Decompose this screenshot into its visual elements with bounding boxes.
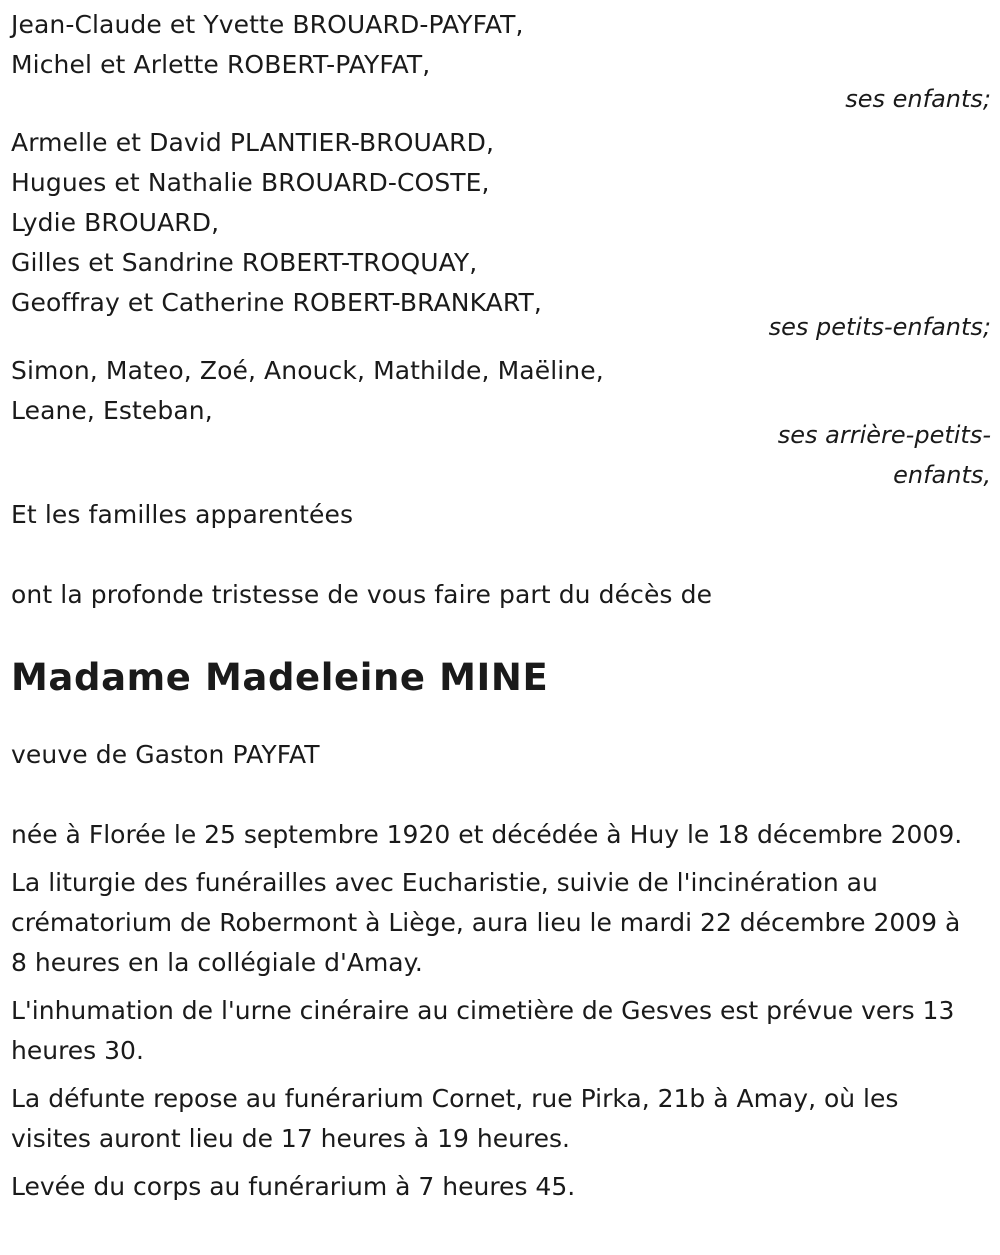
spacer	[11, 535, 991, 575]
spacer	[11, 983, 991, 991]
family-name-line: Armelle et David PLANTIER-BROUARD,	[11, 128, 495, 157]
great-grandchildren-role: ses arrière-petits-	[777, 421, 991, 449]
liturgy-paragraph: La liturgie des funérailles avec Eucharistie, suivie de l'incinération au crématorium de Robermont à Liège, aura lieu le mardi 22 décembre 2009 à 8 heures en la collégiale d'Amay.	[11, 868, 961, 977]
spacer	[11, 615, 991, 653]
announcement-line: ont la profonde tristesse de vous faire part du décès de	[11, 580, 713, 609]
family-name-line: Leane, Esteban,	[11, 396, 213, 425]
spacer	[11, 775, 991, 815]
children-section	[11, 5, 991, 119]
visitation-paragraph: La défunte repose au funérarium Cornet, rue Pirka, 21b à Amay, où les visites auront lieu de 17 heures à 19 heures.	[11, 1084, 899, 1153]
burial-paragraph: L'inhumation de l'urne cinéraire au cimetière de Gesves est prévue vers 13 heures 30.	[11, 996, 955, 1065]
obituary-notice	[11, 0, 991, 1207]
families-line: Et les familles apparentées	[11, 500, 354, 529]
family-name-line: Hugues et Nathalie BROUARD-COSTE,	[11, 168, 490, 197]
family-name-line: Simon, Mateo, Zoé, Anouck, Mathilde, Maëline,	[11, 356, 604, 385]
grandchildren-section	[11, 123, 991, 347]
deceased-name: Madame Madeleine MINE	[11, 656, 549, 699]
family-name-line: Lydie BROUARD,	[11, 208, 220, 237]
spacer	[11, 703, 991, 735]
great-grandchildren-section	[11, 351, 991, 495]
children-role: ses enfants;	[845, 85, 991, 113]
spacer	[11, 855, 991, 863]
spacer	[11, 1071, 991, 1079]
family-name-line: Geoffray et Catherine ROBERT-BRANKART,	[11, 288, 542, 317]
departure-paragraph: Levée du corps au funérarium à 7 heures 45.	[11, 1172, 576, 1201]
widow-of-line: veuve de Gaston PAYFAT	[11, 740, 320, 769]
grandchildren-role: ses petits-enfants;	[768, 313, 991, 341]
family-name-line: Michel et Arlette ROBERT-PAYFAT,	[11, 50, 431, 79]
great-grandchildren-role-cont: enfants,	[893, 461, 991, 489]
family-name-line: Gilles et Sandrine ROBERT-TROQUAY,	[11, 248, 478, 277]
family-name-line: Jean-Claude et Yvette BROUARD-PAYFAT,	[11, 10, 524, 39]
birth-death-paragraph: née à Florée le 25 septembre 1920 et décédée à Huy le 18 décembre 2009.	[11, 820, 963, 849]
spacer	[11, 1159, 991, 1167]
